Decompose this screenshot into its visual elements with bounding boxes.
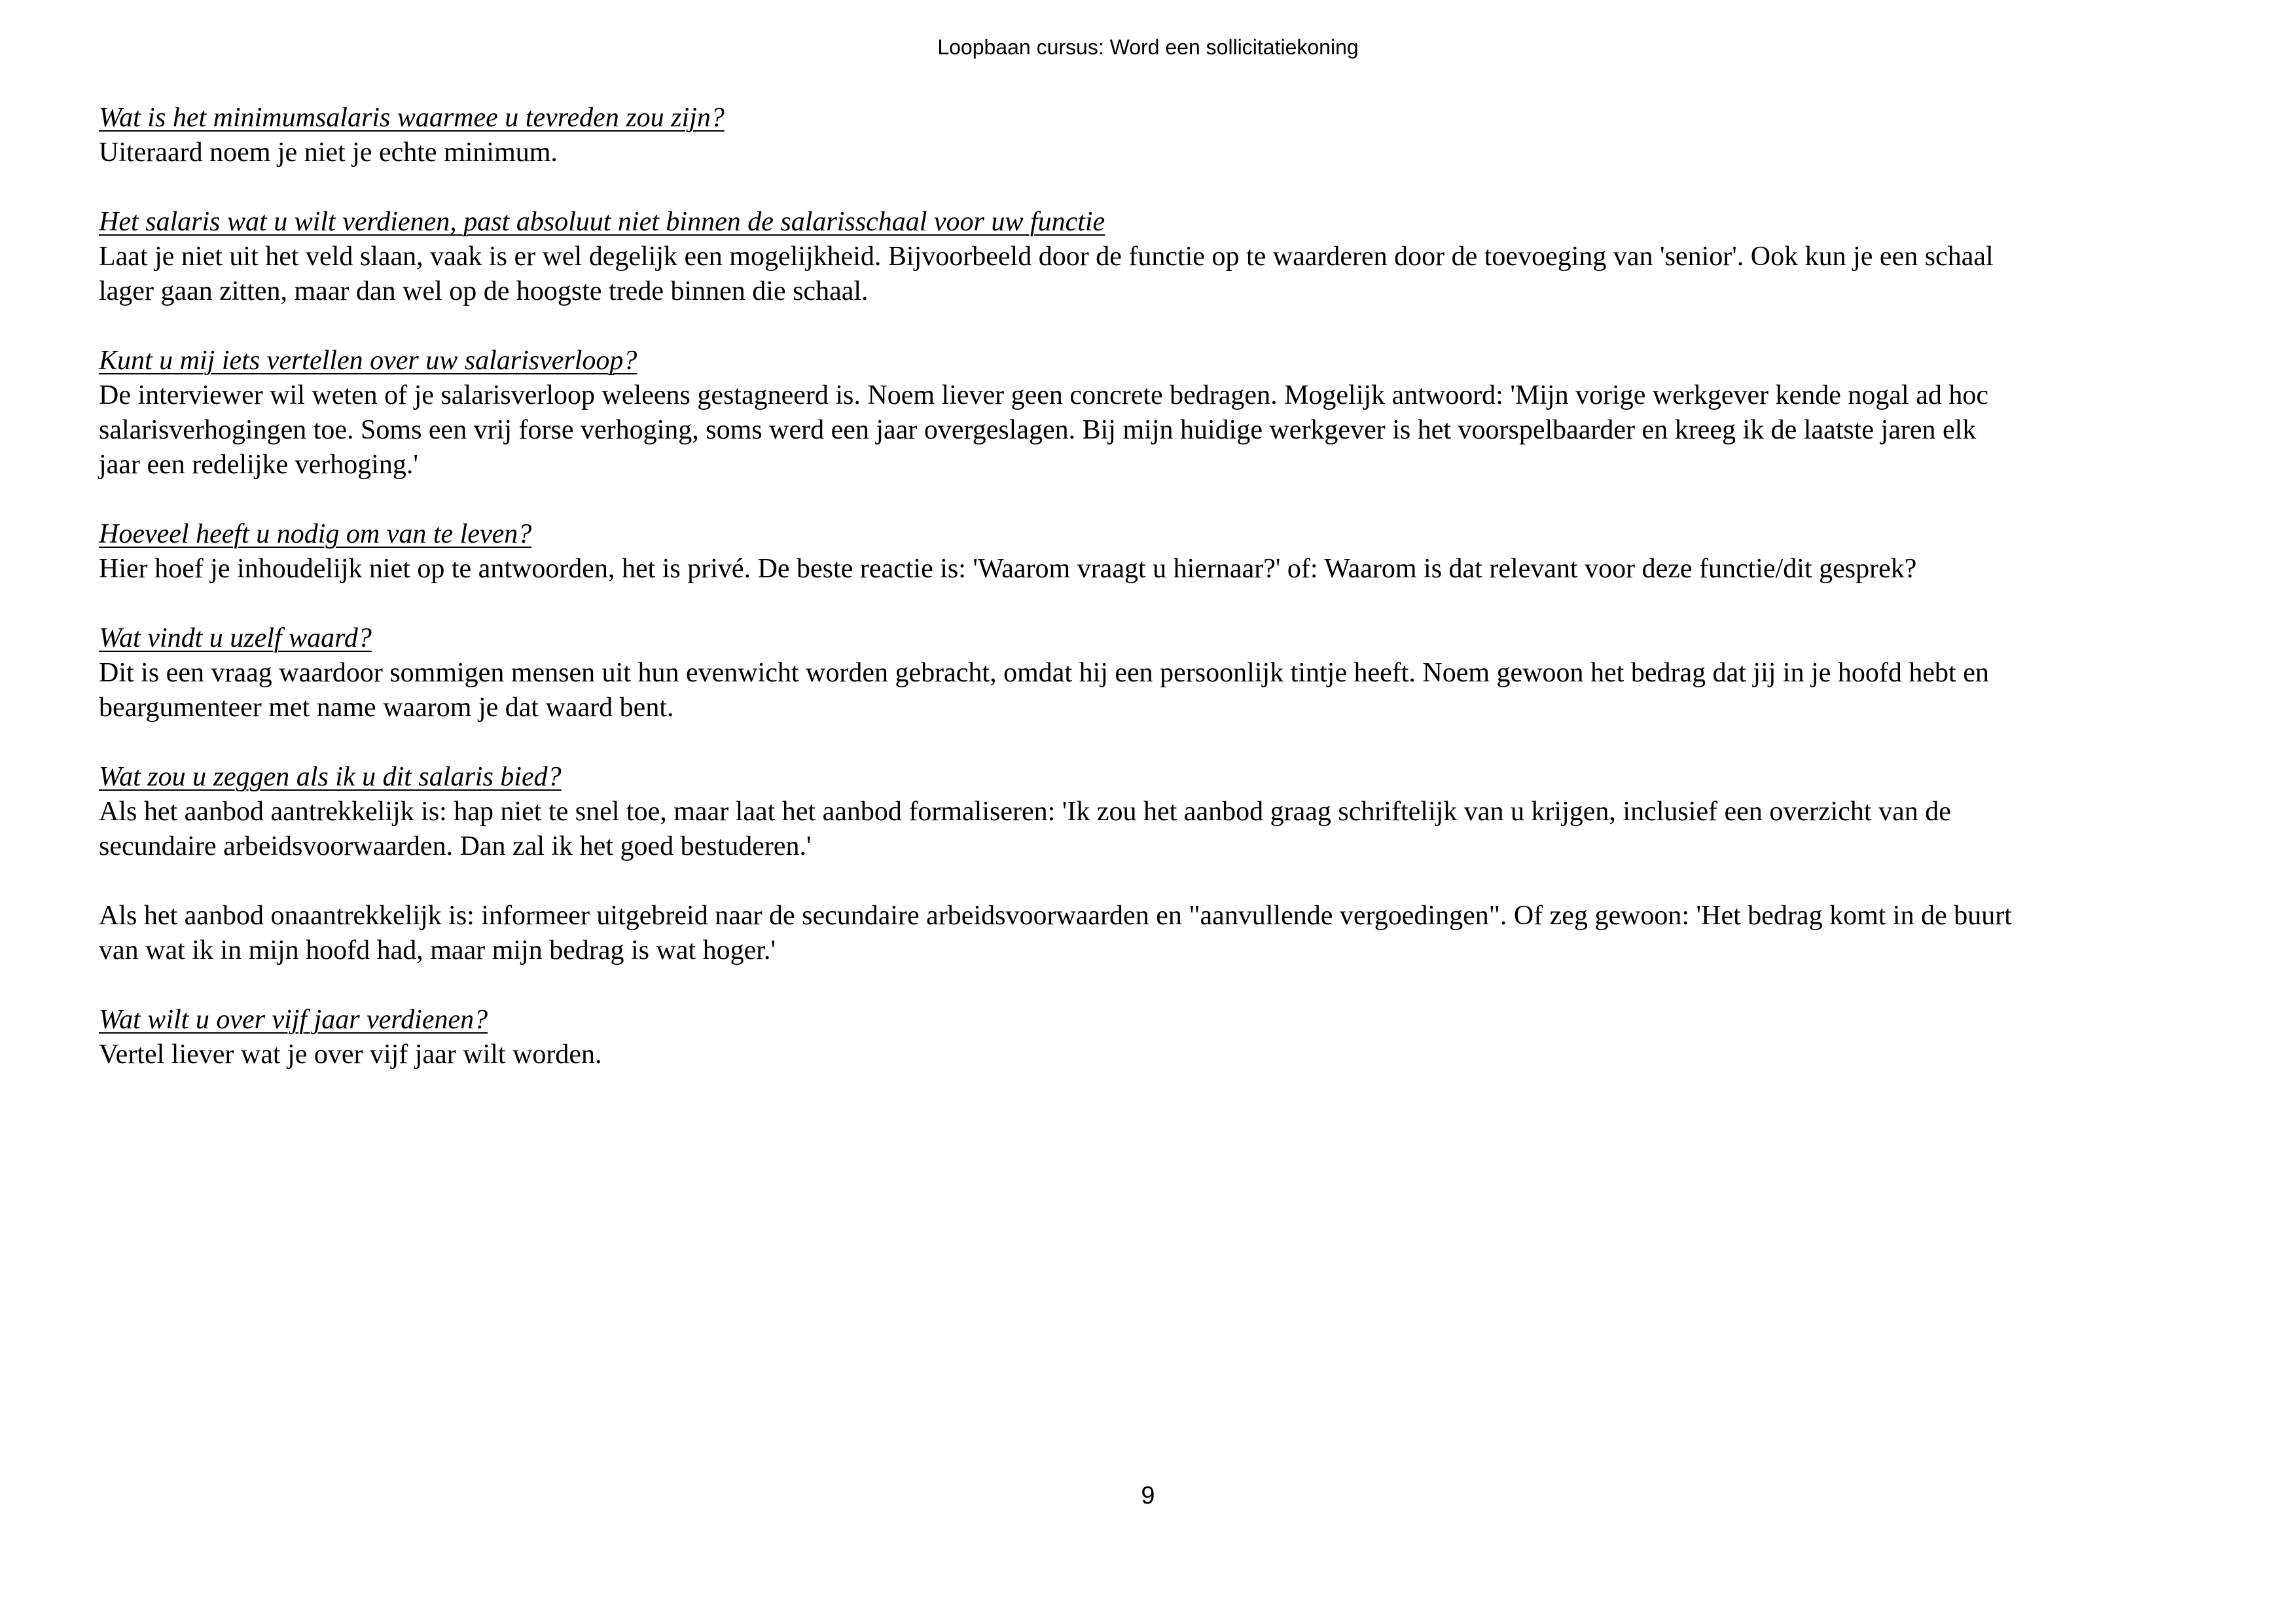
qa-section-salary-scale xyxy=(99,205,2193,309)
qa-section-living-costs xyxy=(99,517,2193,586)
question-heading: Wat is het minimumsalaris waarmee u tevreden zou zijn? xyxy=(99,103,725,133)
page-header: Loopbaan cursus: Word een sollicitatiekoning xyxy=(937,35,1359,59)
question-heading: Wat zou u zeggen als ik u dit salaris bied? xyxy=(99,762,562,792)
qa-section-salary-history xyxy=(99,344,2193,482)
question-heading: Wat vindt u uzelf waard? xyxy=(99,623,372,653)
answer-paragraph: Laat je niet uit het veld slaan, vaak is er wel degelijk een mogelijkheid. Bijvoorbeeld door de functie op te waarderen door de toevoeging van 'senior'. Ook kun je een schaal lager gaan zitten, maar dan wel op de hoogste trede binnen die schaal. xyxy=(99,242,1994,306)
answer-paragraph: Vertel liever wat je over vijf jaar wilt worden. xyxy=(99,1039,602,1070)
qa-section-self-worth xyxy=(99,621,2193,725)
answer-paragraph: Dit is een vraag waardoor sommigen mensen uit hun evenwicht worden gebracht, omdat hij een persoonlijk tintje heeft. Noem gewoon het bedrag dat jij in je hoofd hebt en beargumenteer met name waarom je dat waard bent. xyxy=(99,658,1989,723)
question-heading: Het salaris wat u wilt verdienen, past absoluut niet binnen de salarisschaal voor uw functie xyxy=(99,207,1105,237)
qa-section-minimum-salary xyxy=(99,101,2193,170)
document-body xyxy=(99,101,2193,1107)
answer-paragraph: Hier hoef je inhoudelijk niet op te antwoorden, het is privé. De beste reactie is: 'Waarom vraagt u hiernaar?' of: Waarom is dat relevant voor deze functie/dit gesprek? xyxy=(99,554,1917,584)
qa-section-five-years xyxy=(99,1003,2193,1072)
qa-section-salary-offer-continued xyxy=(99,899,2193,968)
page-number: 9 xyxy=(1141,1482,1155,1509)
question-heading: Hoeveel heeft u nodig om van te leven? xyxy=(99,519,532,549)
qa-section-salary-offer xyxy=(99,760,2193,864)
question-heading: Kunt u mij iets vertellen over uw salarisverloop? xyxy=(99,346,637,376)
answer-paragraph: Als het aanbod onaantrekkelijk is: informeer uitgebreid naar de secundaire arbeidsvoorwaarden en "aanvullende vergoedingen". Of zeg gewoon: 'Het bedrag komt in de buurt van wat ik in mijn hoofd had, maar mijn bedrag is wat hoger.' xyxy=(99,901,2012,965)
answer-paragraph: Uiteraard noem je niet je echte minimum. xyxy=(99,137,558,168)
question-heading: Wat wilt u over vijf jaar verdienen? xyxy=(99,1005,488,1035)
answer-paragraph: Als het aanbod aantrekkelijk is: hap niet te snel toe, maar laat het aanbod formaliseren: 'Ik zou het aanbod graag schriftelijk van u krijgen, inclusief een overzicht van de secundaire arbeidsvoorwaarden. Dan zal ik het goed bestuderen.' xyxy=(99,797,1951,861)
answer-paragraph: De interviewer wil weten of je salarisverloop weleens gestagneerd is. Noem liever geen concrete bedragen. Mogelijk antwoord: 'Mijn vorige werkgever kende nogal ad hoc salarisverhogingen toe. Soms een vrij forse verhoging, soms werd een jaar overgeslagen. Bij mijn huidige werkgever is het voorspelbaarder en kreeg ik de laatste jaren elk jaar een redelijke verhoging.' xyxy=(99,380,1989,480)
